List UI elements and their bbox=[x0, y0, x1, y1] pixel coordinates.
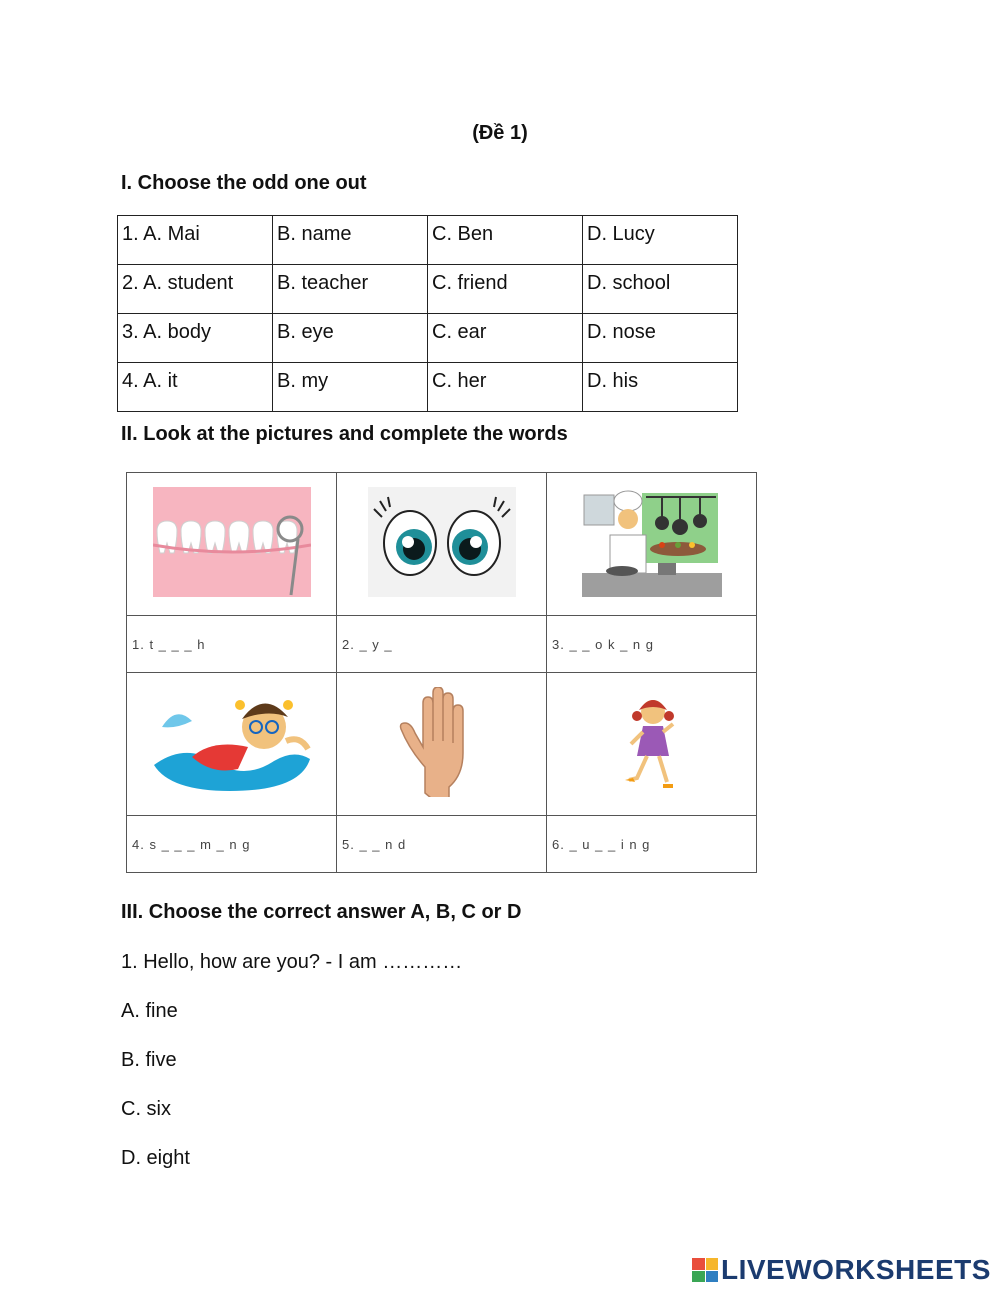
table-row bbox=[127, 816, 757, 873]
picture-cell bbox=[547, 673, 757, 816]
word-caption: 5. _ _ n d bbox=[337, 816, 547, 873]
table-row bbox=[118, 265, 738, 314]
table-cell: D. his bbox=[583, 363, 738, 412]
teeth-picture bbox=[153, 487, 311, 597]
table-row bbox=[118, 216, 738, 265]
picture-cell bbox=[127, 473, 337, 616]
worksheet-title: (Đề 1) bbox=[472, 122, 528, 144]
table-cell: B. teacher bbox=[273, 265, 428, 314]
table-row bbox=[127, 473, 757, 616]
odd-one-out-table bbox=[117, 215, 738, 412]
word-caption: 1. t _ _ _ h bbox=[127, 616, 337, 673]
picture-cell bbox=[337, 473, 547, 616]
table-cell: B. eye bbox=[273, 314, 428, 363]
table-cell: D. Lucy bbox=[583, 216, 738, 265]
table-cell: C. friend bbox=[428, 265, 583, 314]
eyes-picture bbox=[368, 487, 516, 597]
table-row bbox=[118, 363, 738, 412]
table-cell: C. her bbox=[428, 363, 583, 412]
table-cell: 4. A. it bbox=[118, 363, 273, 412]
picture-words-table bbox=[126, 472, 757, 873]
girl-swimming-picture bbox=[152, 687, 312, 797]
chef-cooking-picture bbox=[582, 487, 722, 597]
table-cell: 2. A. student bbox=[118, 265, 273, 314]
girl-running-picture bbox=[617, 692, 687, 792]
table-row bbox=[118, 314, 738, 363]
table-cell: D. school bbox=[583, 265, 738, 314]
logo-icon bbox=[692, 1258, 718, 1282]
table-row bbox=[127, 673, 757, 816]
picture-cell bbox=[547, 473, 757, 616]
word-caption: 3. _ _ o k _ n g bbox=[547, 616, 757, 673]
option-b[interactable]: B. five bbox=[121, 1049, 177, 1071]
table-cell: C. ear bbox=[428, 314, 583, 363]
word-caption: 4. s _ _ _ m _ n g bbox=[127, 816, 337, 873]
table-row bbox=[127, 616, 757, 673]
picture-cell bbox=[127, 673, 337, 816]
section-3-heading: III. Choose the correct answer A, B, C or D bbox=[121, 901, 522, 923]
hand-picture bbox=[397, 687, 487, 797]
table-cell: D. nose bbox=[583, 314, 738, 363]
table-cell: B. name bbox=[273, 216, 428, 265]
table-cell: 3. A. body bbox=[118, 314, 273, 363]
table-cell: B. my bbox=[273, 363, 428, 412]
section-2-heading: II. Look at the pictures and complete the words bbox=[121, 423, 568, 445]
table-cell: C. Ben bbox=[428, 216, 583, 265]
word-caption: 6. _ u _ _ i n g bbox=[547, 816, 757, 873]
brand-name: LIVEWORKSHEETS bbox=[721, 1254, 991, 1285]
option-c[interactable]: C. six bbox=[121, 1098, 171, 1120]
question-text: 1. Hello, how are you? - I am ………… bbox=[121, 951, 463, 973]
word-caption: 2. _ y _ bbox=[337, 616, 547, 673]
section-1-heading: I. Choose the odd one out bbox=[121, 172, 367, 194]
table-cell: 1. A. Mai bbox=[118, 216, 273, 265]
option-d[interactable]: D. eight bbox=[121, 1147, 190, 1169]
option-a[interactable]: A. fine bbox=[121, 1000, 178, 1022]
picture-cell bbox=[337, 673, 547, 816]
liveworksheets-logo bbox=[692, 1254, 991, 1286]
